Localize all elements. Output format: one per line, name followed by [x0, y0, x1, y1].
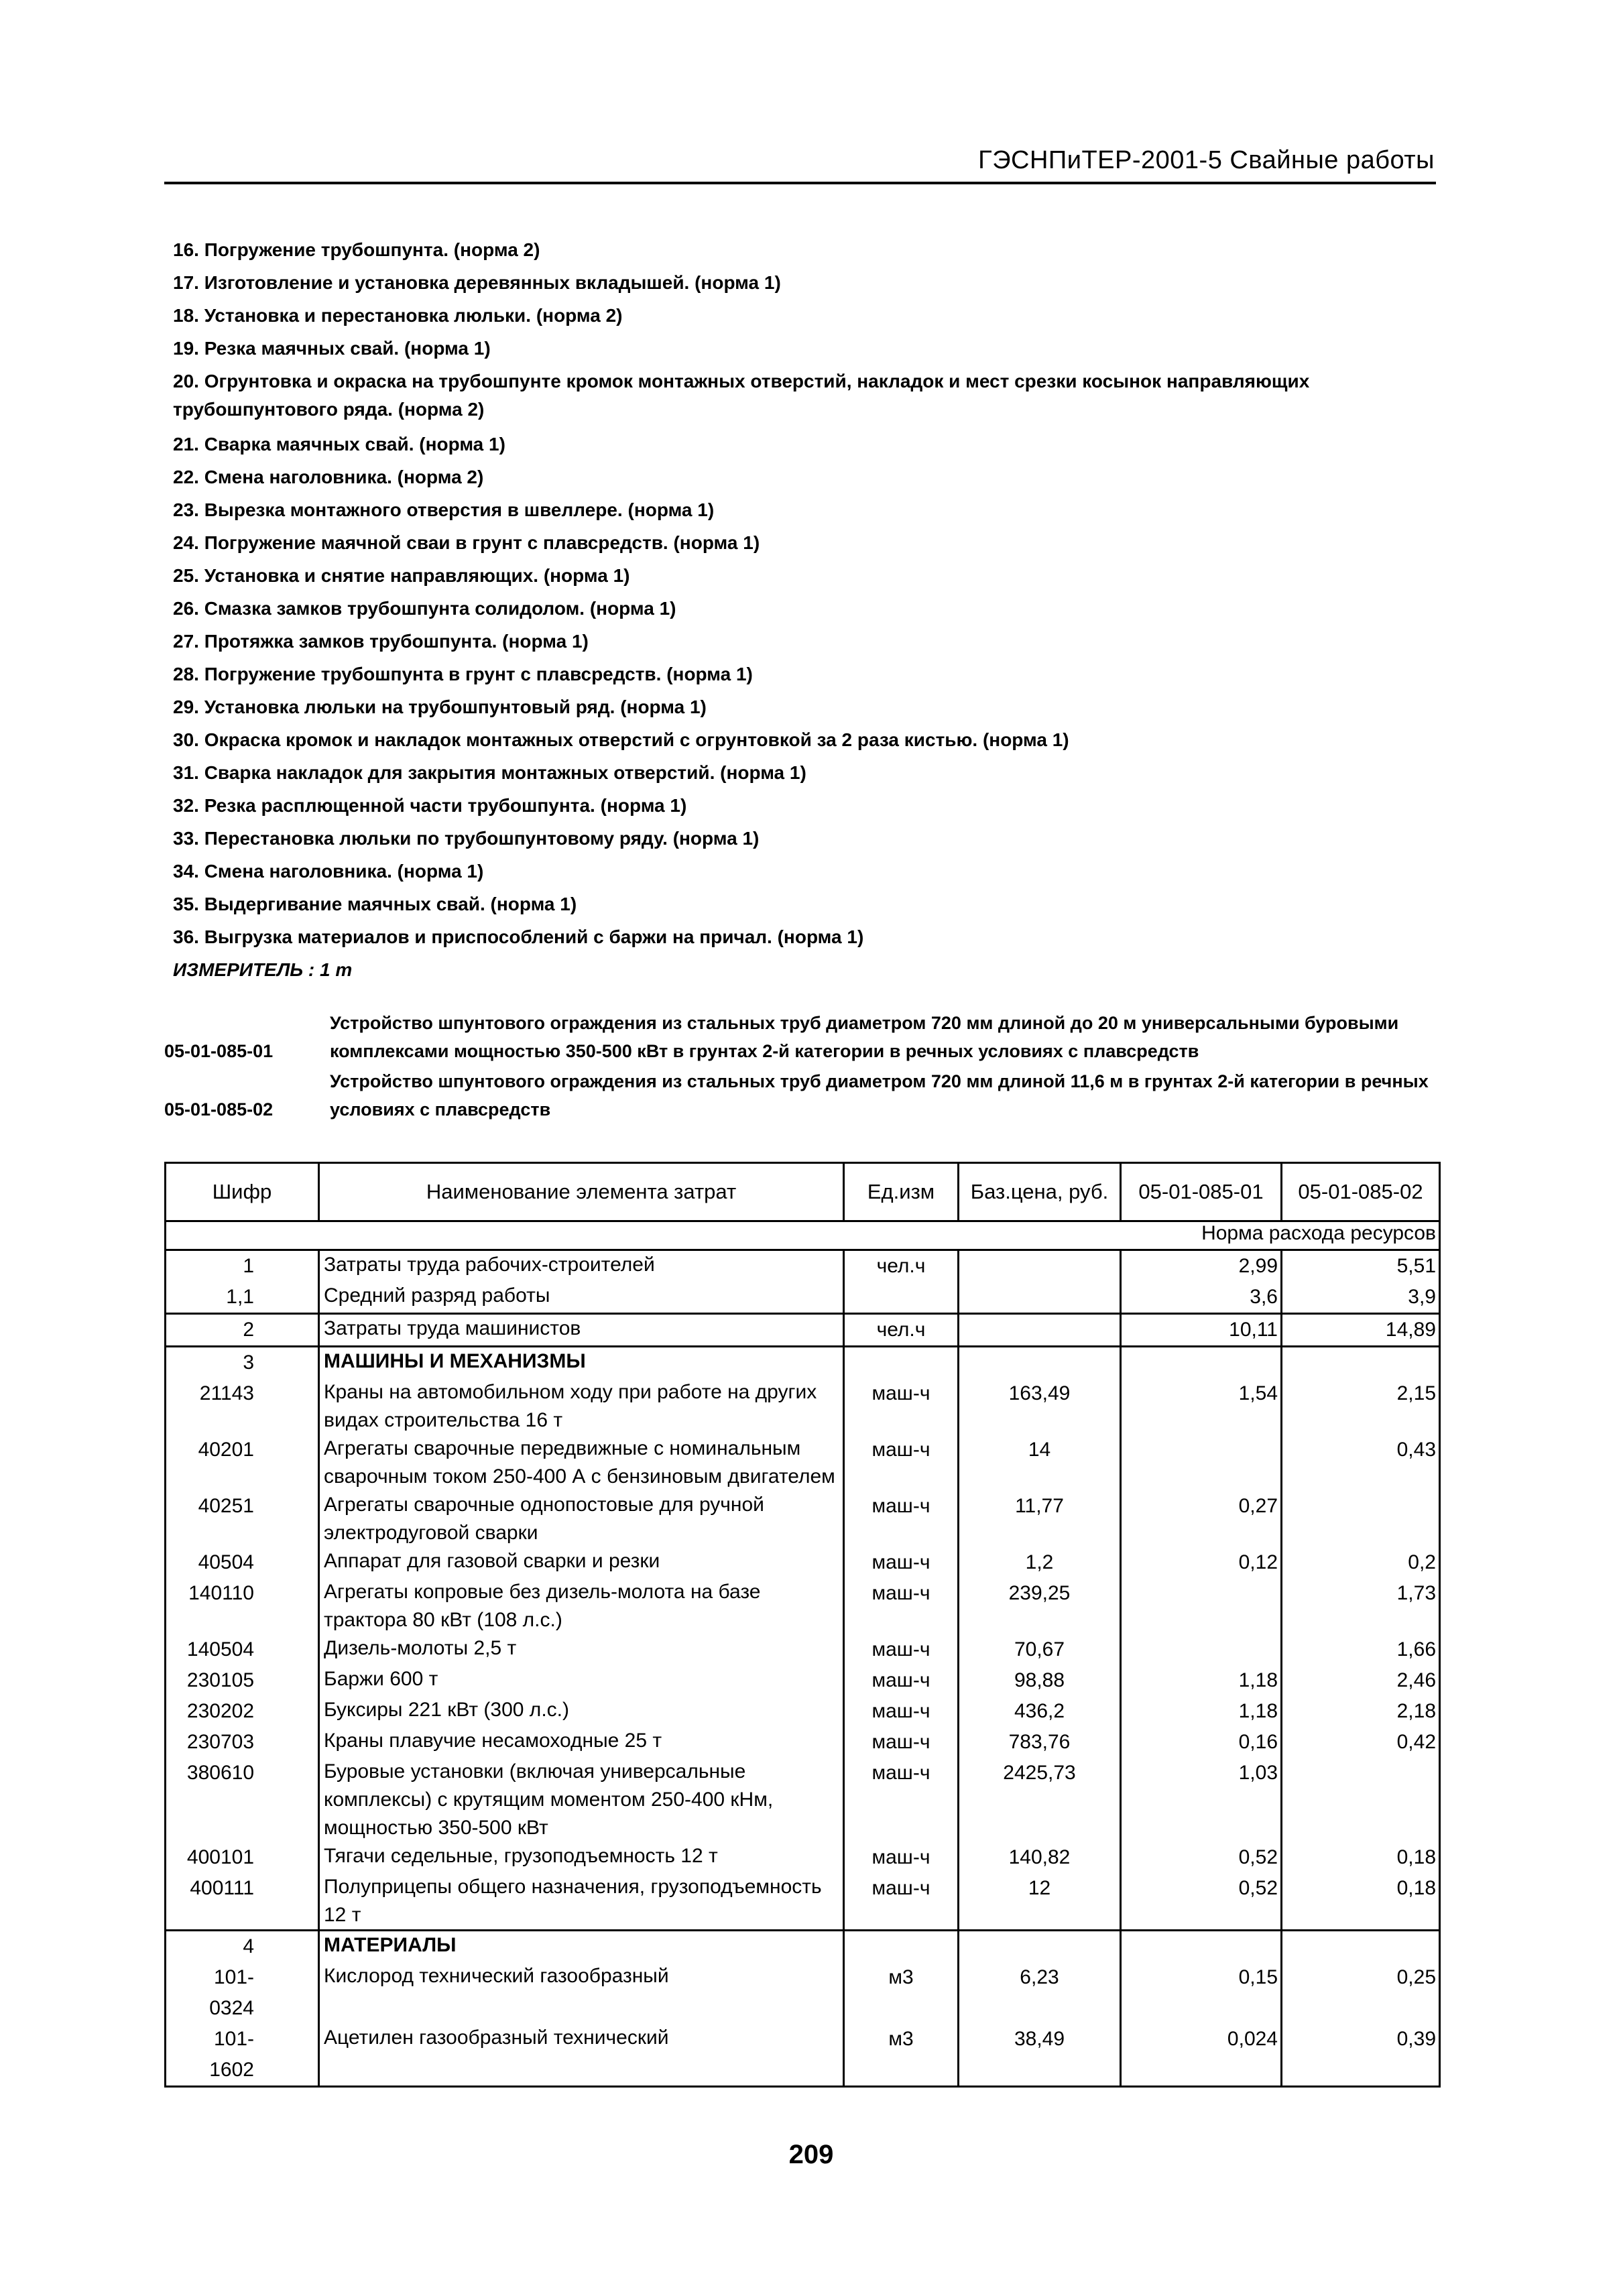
cell-norm-02: 0,18	[1282, 1873, 1440, 1931]
cell-name: Агрегаты копровые без дизель-молота на базе трактора 80 кВт (108 л.с.)	[319, 1578, 844, 1634]
cell-price: 98,88	[959, 1665, 1121, 1696]
resource-table	[164, 1162, 1441, 2088]
cell-norm-01	[1121, 1435, 1282, 1491]
work-step: 29. Установка люльки на трубошпунтовый ряд. (норма 1)	[173, 697, 707, 717]
cell-unit: маш-ч	[844, 1696, 959, 1727]
cell-shifr: 1	[166, 1250, 319, 1282]
cell-shifr: 1,1	[166, 1282, 319, 1314]
work-step: 25. Установка и снятие направляющих. (норма 1)	[173, 565, 630, 586]
table-row	[166, 1931, 1440, 1963]
cell-shifr: 21143	[166, 1378, 319, 1435]
cell-norm-01	[1121, 1578, 1282, 1634]
cell-name: Аппарат для газовой сварки и резки	[319, 1547, 844, 1578]
cell-unit: маш-ч	[844, 1873, 959, 1931]
cell-unit	[844, 1282, 959, 1314]
cell-norm-01: 0,52	[1121, 1873, 1282, 1931]
table-row	[166, 1696, 1440, 1727]
cell-price	[959, 1347, 1121, 1379]
cell-price	[959, 1314, 1121, 1347]
cell-shifr: 400101	[166, 1842, 319, 1873]
cell-name: Буксиры 221 кВт (300 л.с.)	[319, 1696, 844, 1727]
table-row	[166, 1435, 1440, 1491]
cell-unit: м3	[844, 2024, 959, 2087]
table-row	[166, 1727, 1440, 1758]
norm-code: 05-01-085-02	[164, 1099, 274, 1120]
cell-price: 140,82	[959, 1842, 1121, 1873]
column-header-name: Наименование элемента затрат	[319, 1163, 844, 1221]
table-row	[166, 1962, 1440, 2024]
cell-norm-02: 1,73	[1282, 1578, 1440, 1634]
cell-price: 12	[959, 1873, 1121, 1931]
cell-unit: маш-ч	[844, 1758, 959, 1842]
norm-description: Устройство шпунтового ограждения из стальных труб диаметром 720 мм длиной до 20 м универсальными буровыми комплексами мощностью 350-500 кВт в грунтах 2-й категории в речных условиях с плавсредств	[330, 1013, 1399, 1061]
cell-norm-02: 0,18	[1282, 1842, 1440, 1873]
cell-norm-02: 1,66	[1282, 1634, 1440, 1665]
norm-description: Устройство шпунтового ограждения из стальных труб диаметром 720 мм длиной 11,6 м в грунтах 2-й категории в речных условиях с плавсредств	[330, 1071, 1429, 1120]
cell-norm-01: 0,16	[1121, 1727, 1282, 1758]
cell-norm-02	[1282, 1347, 1440, 1379]
cell-shifr: 101-1602	[166, 2024, 319, 2087]
cell-norm-02: 0,2	[1282, 1547, 1440, 1578]
work-step: 34. Смена наголовника. (норма 1)	[173, 861, 484, 882]
cell-norm-01: 0,15	[1121, 1962, 1282, 2024]
cell-price	[959, 1250, 1121, 1282]
cell-norm-02: 0,39	[1282, 2024, 1440, 2087]
cell-unit: маш-ч	[844, 1665, 959, 1696]
cell-norm-01: 0,12	[1121, 1547, 1282, 1578]
table-header-row	[166, 1163, 1440, 1221]
cell-name: Средний разряд работы	[319, 1282, 844, 1314]
cell-unit: маш-ч	[844, 1547, 959, 1578]
cell-norm-01	[1121, 1347, 1282, 1379]
cell-unit	[844, 1931, 959, 1963]
cell-unit: маш-ч	[844, 1435, 959, 1491]
table-row	[166, 1347, 1440, 1379]
cell-norm-01: 1,18	[1121, 1665, 1282, 1696]
cell-unit: маш-ч	[844, 1491, 959, 1547]
cell-shifr: 40504	[166, 1547, 319, 1578]
cell-shifr: 380610	[166, 1758, 319, 1842]
cell-shifr: 230703	[166, 1727, 319, 1758]
norm-label: Норма расхода ресурсов	[166, 1221, 1440, 1250]
column-header-norm-01: 05-01-085-01	[1121, 1163, 1282, 1221]
cell-name: Затраты труда рабочих-строителей	[319, 1250, 844, 1282]
cell-price	[959, 1931, 1121, 1963]
cell-norm-01: 1,18	[1121, 1696, 1282, 1727]
cell-shifr: 4	[166, 1931, 319, 1963]
cell-shifr: 2	[166, 1314, 319, 1347]
cell-name: Агрегаты сварочные однопостовые для ручной электродуговой сварки	[319, 1491, 844, 1547]
column-header-unit: Ед.изм	[844, 1163, 959, 1221]
cell-norm-02: 2,46	[1282, 1665, 1440, 1696]
norm-label-row	[166, 1221, 1440, 1250]
table-row	[166, 1250, 1440, 1282]
column-header-shifr: Шифр	[166, 1163, 319, 1221]
cell-shifr: 230202	[166, 1696, 319, 1727]
cell-norm-02: 0,43	[1282, 1435, 1440, 1491]
work-step: 36. Выгрузка материалов и приспособлений с баржи на причал. (норма 1)	[173, 926, 864, 947]
table-row	[166, 1842, 1440, 1873]
cell-norm-01: 1,03	[1121, 1758, 1282, 1842]
cell-price: 14	[959, 1435, 1121, 1491]
work-step: 23. Вырезка монтажного отверстия в швеллере. (норма 1)	[173, 499, 715, 520]
document-header-title: ГЭСНПиТЕР-2001-5 Свайные работы	[978, 146, 1435, 174]
work-step: 33. Перестановка люльки по трубошпунтовому ряду. (норма 1)	[173, 828, 760, 849]
cell-shifr: 400111	[166, 1873, 319, 1931]
table-row	[166, 1314, 1440, 1347]
work-step: 21. Сварка маячных свай. (норма 1)	[173, 434, 505, 455]
cell-unit: маш-ч	[844, 1727, 959, 1758]
table-row	[166, 1378, 1440, 1435]
work-step: 27. Протяжка замков трубошпунта. (норма 1)	[173, 631, 589, 652]
work-step: 28. Погружение трубошпунта в грунт с плавсредств. (норма 1)	[173, 664, 753, 684]
cell-unit	[844, 1347, 959, 1379]
cell-name: Затраты труда машинистов	[319, 1314, 844, 1347]
cell-shifr: 40251	[166, 1491, 319, 1547]
cell-price: 38,49	[959, 2024, 1121, 2087]
cell-norm-01: 2,99	[1121, 1250, 1282, 1282]
cell-name: Ацетилен газообразный технический	[319, 2024, 844, 2087]
cell-shifr: 101-0324	[166, 1962, 319, 2024]
measure-unit: ИЗМЕРИТЕЛЬ : 1 т	[173, 959, 353, 980]
work-step: 19. Резка маячных свай. (норма 1)	[173, 338, 491, 359]
cell-unit: маш-ч	[844, 1634, 959, 1665]
cell-norm-02: 2,15	[1282, 1378, 1440, 1435]
work-steps-list	[173, 233, 1433, 986]
table-row	[166, 1873, 1440, 1931]
cell-price: 436,2	[959, 1696, 1121, 1727]
cell-name: Кислород технический газообразный	[319, 1962, 844, 2024]
cell-unit: м3	[844, 1962, 959, 2024]
cell-name: Буровые установки (включая универсальные комплексы) с крутящим моментом 250-400 кНм, мощностью 350-500 кВт	[319, 1758, 844, 1842]
cell-name: Краны плавучие несамоходные 25 т	[319, 1727, 844, 1758]
cell-price: 6,23	[959, 1962, 1121, 2024]
cell-name: МАШИНЫ И МЕХАНИЗМЫ	[319, 1347, 844, 1379]
table-row	[166, 1665, 1440, 1696]
column-header-price: Баз.цена, руб.	[959, 1163, 1121, 1221]
table-row	[166, 1578, 1440, 1634]
cell-shifr: 230105	[166, 1665, 319, 1696]
cell-norm-02: 0,42	[1282, 1727, 1440, 1758]
norm-code: 05-01-085-01	[164, 1041, 274, 1061]
table-row	[166, 2024, 1440, 2087]
work-step: 17. Изготовление и установка деревянных вкладышей. (норма 1)	[173, 272, 781, 293]
cell-name: Баржи 600 т	[319, 1665, 844, 1696]
norm-definitions	[164, 1009, 1438, 1126]
cell-shifr: 140504	[166, 1634, 319, 1665]
cell-shifr: 3	[166, 1347, 319, 1379]
cell-norm-01: 10,11	[1121, 1314, 1282, 1347]
work-step: 26. Смазка замков трубошпунта солидолом. (норма 1)	[173, 598, 676, 619]
cell-unit: маш-ч	[844, 1578, 959, 1634]
cell-norm-01: 0,024	[1121, 2024, 1282, 2087]
norm-definition	[164, 1009, 1438, 1065]
work-step: 31. Сварка накладок для закрытия монтажных отверстий. (норма 1)	[173, 762, 806, 783]
column-header-norm-02: 05-01-085-02	[1282, 1163, 1440, 1221]
cell-name: Полуприцепы общего назначения, грузоподъемность 12 т	[319, 1873, 844, 1931]
cell-norm-02: 2,18	[1282, 1696, 1440, 1727]
cell-unit: маш-ч	[844, 1378, 959, 1435]
cell-norm-01: 0,27	[1121, 1491, 1282, 1547]
work-step: 32. Резка расплющенной части трубошпунта. (норма 1)	[173, 795, 687, 816]
cell-price: 783,76	[959, 1727, 1121, 1758]
table-row	[166, 1758, 1440, 1842]
cell-price: 1,2	[959, 1547, 1121, 1578]
header-rule	[164, 182, 1436, 184]
cell-price: 163,49	[959, 1378, 1121, 1435]
cell-norm-02	[1282, 1491, 1440, 1547]
cell-name: Дизель-молоты 2,5 т	[319, 1634, 844, 1665]
cell-norm-02: 14,89	[1282, 1314, 1440, 1347]
cell-price: 11,77	[959, 1491, 1121, 1547]
cell-price: 2425,73	[959, 1758, 1121, 1842]
cell-norm-01	[1121, 1634, 1282, 1665]
cell-name: Краны на автомобильном ходу при работе на других видах строительства 16 т	[319, 1378, 844, 1435]
work-step: 16. Погружение трубошпунта. (норма 2)	[173, 239, 540, 260]
cell-shifr: 40201	[166, 1435, 319, 1491]
table-row	[166, 1547, 1440, 1578]
table-row	[166, 1634, 1440, 1665]
cell-norm-02: 0,25	[1282, 1962, 1440, 2024]
cell-price	[959, 1282, 1121, 1314]
norm-definition	[164, 1067, 1438, 1124]
cell-name: Тягачи седельные, грузоподъемность 12 т	[319, 1842, 844, 1873]
cell-norm-02	[1282, 1931, 1440, 1963]
work-step: 30. Окраска кромок и накладок монтажных отверстий с огрунтовкой за 2 раза кистью. (норма 1)	[173, 729, 1069, 750]
cell-norm-02	[1282, 1758, 1440, 1842]
cell-unit: маш-ч	[844, 1842, 959, 1873]
work-step: 35. Выдергивание маячных свай. (норма 1)	[173, 894, 577, 914]
work-step: 18. Установка и перестановка люльки. (норма 2)	[173, 305, 623, 326]
work-step: 22. Смена наголовника. (норма 2)	[173, 467, 484, 487]
cell-unit: чел.ч	[844, 1314, 959, 1347]
work-step: 20. Огрунтовка и окраска на трубошпунте кромок монтажных отверстий, накладок и мест срезки косынок направляющих трубошпунтового ряда. (норма 2)	[173, 371, 1310, 420]
cell-unit: чел.ч	[844, 1250, 959, 1282]
work-step: 24. Погружение маячной сваи в грунт с плавсредств. (норма 1)	[173, 532, 760, 553]
table-row	[166, 1491, 1440, 1547]
cell-norm-01: 0,52	[1121, 1842, 1282, 1873]
cell-shifr: 140110	[166, 1578, 319, 1634]
cell-price: 239,25	[959, 1578, 1121, 1634]
page-number: 209	[788, 2140, 834, 2169]
cell-price: 70,67	[959, 1634, 1121, 1665]
cell-norm-01: 3,6	[1121, 1282, 1282, 1314]
cell-name: МАТЕРИАЛЫ	[319, 1931, 844, 1963]
cell-norm-02: 5,51	[1282, 1250, 1440, 1282]
cell-name: Агрегаты сварочные передвижные с номинальным сварочным током 250-400 А с бензиновым двигателем	[319, 1435, 844, 1491]
table-row	[166, 1282, 1440, 1314]
cell-norm-01: 1,54	[1121, 1378, 1282, 1435]
cell-norm-02: 3,9	[1282, 1282, 1440, 1314]
cell-norm-01	[1121, 1931, 1282, 1963]
